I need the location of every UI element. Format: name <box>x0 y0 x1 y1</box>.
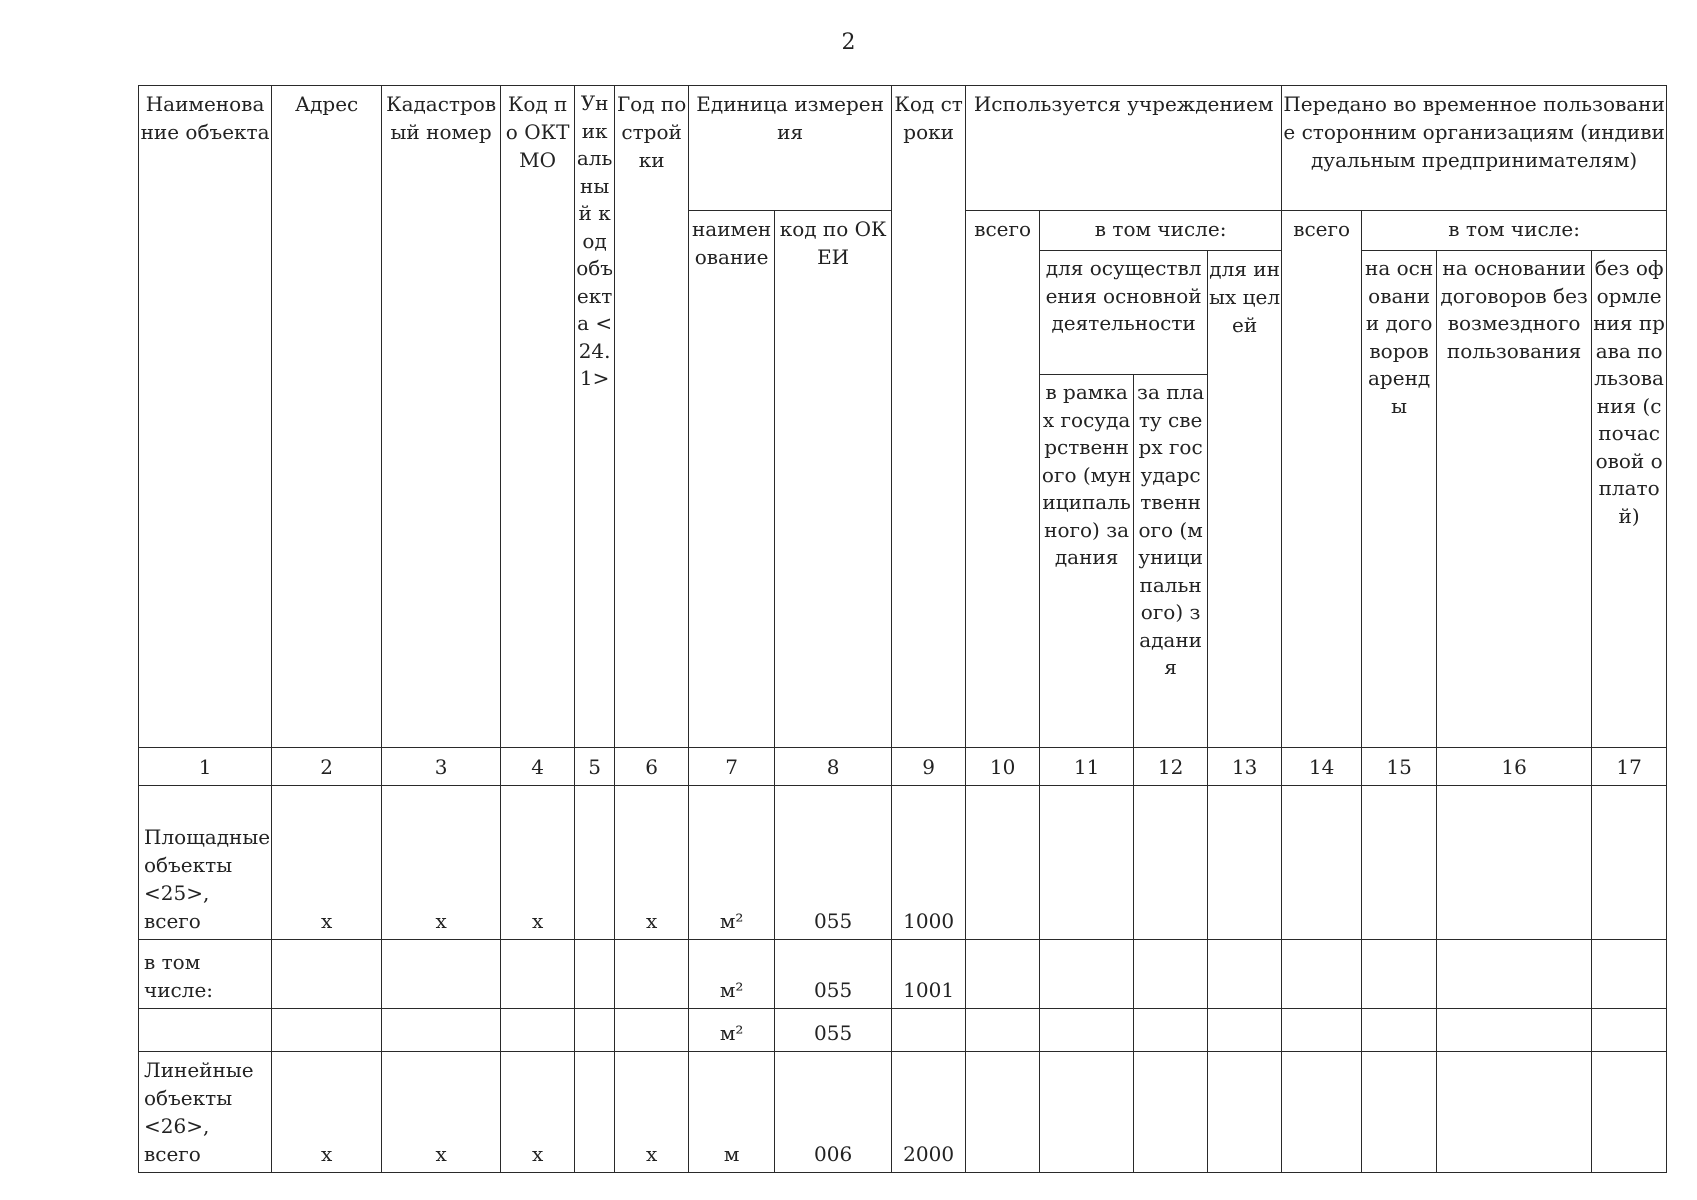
cell-year <box>615 940 689 1009</box>
cell-empty <box>1208 940 1282 1009</box>
cell-unit-name: м² <box>689 1009 775 1052</box>
column-number: 15 <box>1362 748 1437 786</box>
column-numbers-row <box>139 748 1667 786</box>
cell-address <box>272 1009 382 1052</box>
cell-empty <box>1134 1052 1208 1173</box>
cell-unit-okei: 055 <box>775 1009 892 1052</box>
column-number: 5 <box>575 748 615 786</box>
header-unit: Единица измерения <box>689 86 892 211</box>
cell-empty <box>966 786 1040 940</box>
cell-unique-code <box>575 786 615 940</box>
cell-oktmo <box>501 940 575 1009</box>
header-used-by: Используется учреждением <box>966 86 1282 211</box>
cell-empty <box>1362 1052 1437 1173</box>
row-name: Площадные объекты <25>, всего <box>139 786 272 940</box>
cell-unit-okei: 006 <box>775 1052 892 1173</box>
cell-empty <box>966 1009 1040 1052</box>
header-unit-okei: код по ОКЕИ <box>775 211 892 748</box>
cell-empty <box>1208 1009 1282 1052</box>
cell-year <box>615 1009 689 1052</box>
header-address: Адрес <box>272 86 382 748</box>
cell-empty <box>1362 786 1437 940</box>
table-row <box>139 786 1667 940</box>
table-row <box>139 1052 1667 1173</box>
cell-empty <box>1208 1052 1282 1173</box>
column-number: 6 <box>615 748 689 786</box>
cell-unique-code <box>575 1009 615 1052</box>
cell-unique-code <box>575 940 615 1009</box>
header-used-incl: в том числе: <box>1040 211 1282 251</box>
cell-address <box>272 940 382 1009</box>
table-row <box>139 940 1667 1009</box>
table-row <box>139 1009 1667 1052</box>
cell-empty <box>1362 1009 1437 1052</box>
cell-empty <box>1134 1009 1208 1052</box>
header-transferred: Передано во временное пользование сторонним организациям (индивидуальным предпринимателям) <box>1282 86 1667 211</box>
cell-year: х <box>615 1052 689 1173</box>
header-used-total: всего <box>966 211 1040 748</box>
column-number: 7 <box>689 748 775 786</box>
cell-empty <box>1040 940 1134 1009</box>
header-tr-total: всего <box>1282 211 1362 748</box>
header-used-main: для осуществления основной деятельности <box>1040 251 1208 375</box>
cell-empty <box>1134 940 1208 1009</box>
header-year: Год постройки <box>615 86 689 748</box>
column-number: 2 <box>272 748 382 786</box>
cell-empty <box>1282 940 1362 1009</box>
column-number: 16 <box>1437 748 1592 786</box>
column-number: 3 <box>382 748 501 786</box>
cell-oktmo: х <box>501 786 575 940</box>
cell-empty <box>1437 786 1592 940</box>
cell-empty <box>1592 1052 1667 1173</box>
header-used-paid: за плату сверх государственного (муниципального) задания <box>1134 375 1208 748</box>
row-name <box>139 1009 272 1052</box>
cell-cadastral <box>382 940 501 1009</box>
column-number: 9 <box>892 748 966 786</box>
cell-unit-name: м² <box>689 940 775 1009</box>
cell-empty <box>1282 1052 1362 1173</box>
header-row-code: Код строки <box>892 86 966 748</box>
header-unit-name: наименование <box>689 211 775 748</box>
property-table <box>138 85 1667 1173</box>
header-cadastral: Кадастровый номер <box>382 86 501 748</box>
cell-unit-okei: 055 <box>775 786 892 940</box>
cell-empty <box>1592 786 1667 940</box>
cell-oktmo: х <box>501 1052 575 1173</box>
column-number: 17 <box>1592 748 1667 786</box>
cell-empty <box>1437 1052 1592 1173</box>
row-name: в том числе: <box>139 940 272 1009</box>
header-tr-free: на основании договоров безвозмездного пользования <box>1437 251 1592 748</box>
header-name: Наименование объекта <box>139 86 272 748</box>
column-number: 4 <box>501 748 575 786</box>
cell-row-code <box>892 1009 966 1052</box>
column-number: 13 <box>1208 748 1282 786</box>
cell-empty <box>1040 1009 1134 1052</box>
cell-row-code: 1001 <box>892 940 966 1009</box>
cell-empty <box>1134 786 1208 940</box>
cell-empty <box>1362 940 1437 1009</box>
cell-row-code: 2000 <box>892 1052 966 1173</box>
cell-cadastral <box>382 1009 501 1052</box>
cell-empty <box>1437 940 1592 1009</box>
column-number: 12 <box>1134 748 1208 786</box>
cell-unit-name: м² <box>689 786 775 940</box>
cell-empty <box>966 940 1040 1009</box>
column-number: 10 <box>966 748 1040 786</box>
header-tr-incl: в том числе: <box>1362 211 1667 251</box>
cell-unit-name: м <box>689 1052 775 1173</box>
cell-unique-code <box>575 1052 615 1173</box>
header-tr-lease: на основании договоров аренды <box>1362 251 1437 748</box>
cell-oktmo <box>501 1009 575 1052</box>
cell-empty <box>1282 1009 1362 1052</box>
cell-empty <box>1437 1009 1592 1052</box>
column-number: 8 <box>775 748 892 786</box>
column-number: 14 <box>1282 748 1362 786</box>
cell-year: х <box>615 786 689 940</box>
header-used-state-task: в рамках государственного (муниципального) задания <box>1040 375 1134 748</box>
cell-unit-okei: 055 <box>775 940 892 1009</box>
cell-empty <box>1592 940 1667 1009</box>
cell-empty <box>1040 1052 1134 1173</box>
header-used-other: для иных целей <box>1208 251 1282 748</box>
column-number: 1 <box>139 748 272 786</box>
cell-empty <box>1282 786 1362 940</box>
header-tr-no-reg: без оформления права пользования (с почасовой оплатой) <box>1592 251 1667 748</box>
column-number: 11 <box>1040 748 1134 786</box>
cell-row-code: 1000 <box>892 786 966 940</box>
cell-empty <box>1592 1009 1667 1052</box>
cell-cadastral: х <box>382 786 501 940</box>
page-number: 2 <box>841 30 856 55</box>
header-unique-code: Уникальный код объекта <24.1> <box>575 86 615 748</box>
cell-empty <box>1208 786 1282 940</box>
cell-cadastral: х <box>382 1052 501 1173</box>
cell-address: х <box>272 1052 382 1173</box>
cell-empty <box>966 1052 1040 1173</box>
cell-empty <box>1040 786 1134 940</box>
cell-address: х <box>272 786 382 940</box>
header-oktmo: Код по ОКТМО <box>501 86 575 748</box>
row-name: Линейные объекты <26>, всего <box>139 1052 272 1173</box>
